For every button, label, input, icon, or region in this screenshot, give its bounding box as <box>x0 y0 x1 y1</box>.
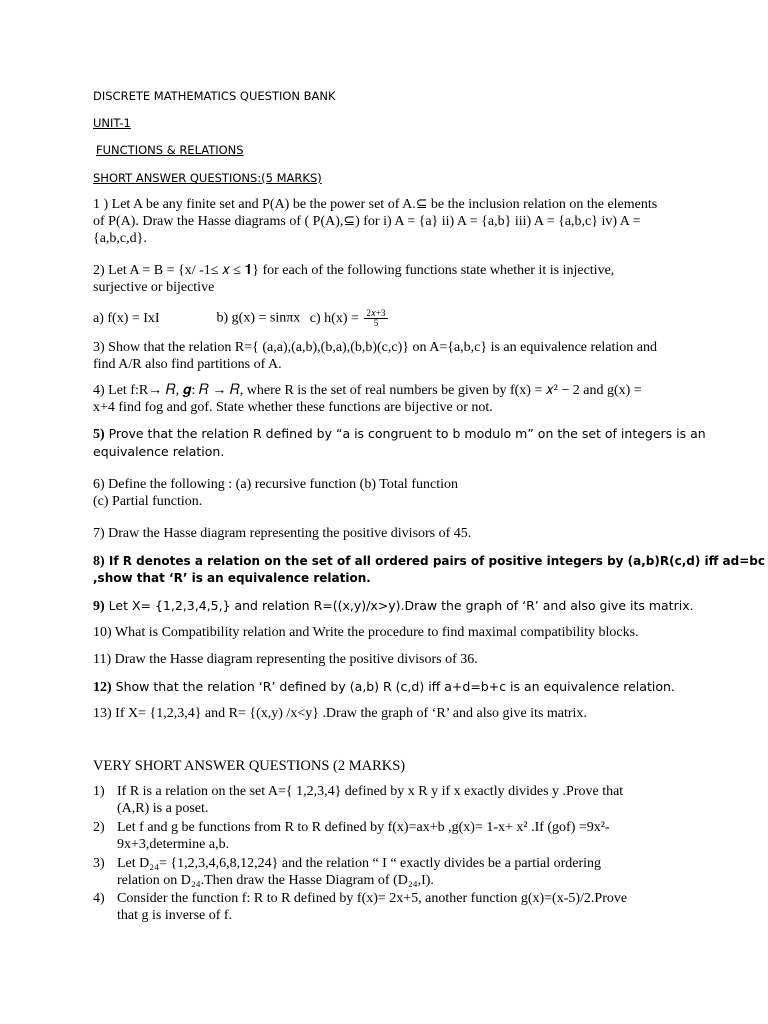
question-13: 13) If X= {1,2,3,4} and R= {(x,y) /x<y} .Draw the graph of ‘R’ and also give its matrix. <box>93 706 587 721</box>
question-number: 5) <box>93 427 105 442</box>
question-number: 12) <box>93 680 112 695</box>
question-line: 3) Show that the relation R={ (a,a),(a,b),(b,a),(b,b)(c,c)} on A={a,b,c} is an equivalence relation and <box>93 340 657 355</box>
question-line: 4) Let f:R→ 𝑅, 𝒈: 𝑅 → 𝑅, where R is the set of real numbers be given by f(x) = 𝑥² − 2 and g(x) = <box>93 383 642 398</box>
very-short-answer-heading: VERY SHORT ANSWER QUESTIONS (2 MARKS) <box>93 758 406 774</box>
list-item <box>93 819 657 853</box>
question-11: 11) Draw the Hasse diagram representing the positive divisors of 36. <box>93 652 478 667</box>
question-10: 10) What is Compatibility relation and Write the procedure to find maximal compatibility blocks. <box>93 625 639 640</box>
question-number: 9) <box>93 599 105 614</box>
unit-heading: UNIT-1 <box>93 116 131 130</box>
question-line: surjective or bijective <box>93 280 215 295</box>
fraction-denominator: 5 <box>373 318 379 328</box>
question-line: x+4 find fog and gof. State whether these functions are bijective or not. <box>93 400 493 415</box>
question-line: 6) Define the following : (a) recursive function (b) Total function <box>93 477 458 492</box>
topic-heading: FUNCTIONS & RELATIONS <box>96 143 244 157</box>
question-line: find A/R also find partitions of A. <box>93 357 282 372</box>
question-2 <box>93 262 614 296</box>
list-item <box>93 890 657 924</box>
question-1 <box>93 196 657 247</box>
list-number: 1) <box>93 784 105 799</box>
list-item <box>93 783 657 817</box>
question-5 <box>93 425 706 460</box>
list-number: 3) <box>93 856 105 871</box>
question-9 <box>93 597 694 615</box>
question-7: 7) Draw the Hasse diagram representing the positive divisors of 45. <box>93 526 472 541</box>
option-a: a) f(x) = IxI <box>93 310 160 326</box>
list-line: 9x+3,determine a,b. <box>117 837 230 852</box>
short-answer-heading: SHORT ANSWER QUESTIONS:(5 MARKS) <box>93 171 322 185</box>
list-line: Let D₂₄= {1,2,3,4,6,8,12,24} and the relation “ I “ exactly divides be a partial ordering <box>117 856 602 871</box>
fraction-numerator: 2𝑥+3 <box>366 308 386 318</box>
question-line: ,show that ‘R’ is an equivalence relation. <box>93 571 371 585</box>
question-line: equivalence relation. <box>93 444 225 459</box>
fraction <box>364 309 387 328</box>
question-line: 1 ) Let A be any finite set and P(A) be the power set of A.⊆ be the inclusion relation on the elements <box>93 197 658 212</box>
question-line: of P(A). Draw the Hasse diagrams of ( P(A),⊆) for i) A = {a} ii) A = {a,b} iii) A = {a,b,c} iv) A = <box>93 214 641 229</box>
question-line: If R denotes a relation on the set of all ordered pairs of positive integers by (a,b)R(c,d) iff ad=bc <box>104 554 765 568</box>
list-number: 4) <box>93 891 105 906</box>
question-line: {a,b,c,d}. <box>93 231 147 246</box>
question-8 <box>93 553 765 587</box>
question-4 <box>93 382 642 416</box>
question-12 <box>93 678 675 696</box>
question-line: Let X= {1,2,3,4,5,} and relation R=((x,y)/x>y).Draw the graph of ‘R’ and also give its matrix. <box>104 598 694 613</box>
list-line: If R is a relation on the set A={ 1,2,3,4} defined by x R y if x exactly divides y .Prove that <box>117 784 624 799</box>
list-line: Let f and g be functions from R to R defined by f(x)=ax+b ,g(x)= 1-x+ x² .If (gof) =9x²- <box>117 820 610 835</box>
list-line: relation on D₂₄.Then draw the Hasse Diagram of (D₂₄,I). <box>117 873 434 888</box>
question-3 <box>93 339 657 373</box>
question-6 <box>93 476 458 510</box>
question-number: 8) <box>93 554 105 569</box>
question-line: Prove that the relation R defined by “a is congruent to b modulo m” on the set of integers is an <box>104 426 706 441</box>
question-2-options <box>93 309 388 328</box>
option-b: b) g(x) = sinπx <box>216 310 301 326</box>
list-number: 2) <box>93 820 105 835</box>
question-line: Show that the relation ‘R’ defined by (a,b) R (c,d) iff a+d=b+c is an equivalence relation. <box>111 679 675 694</box>
list-item <box>93 855 657 889</box>
list-line: (A,R) is a poset. <box>117 801 209 816</box>
list-line: Consider the function f: R to R defined by f(x)= 2x+5, another function g(x)=(x-5)/2.Prove <box>117 891 628 906</box>
question-line: 2) Let A = B = {x/ -1≤ 𝑥 ≤ 𝟏} for each of the following functions state whether it is injective, <box>93 263 615 278</box>
option-c: c) h(x) = <box>309 310 359 326</box>
document-title: DISCRETE MATHEMATICS QUESTION BANK <box>93 89 336 103</box>
question-line: (c) Partial function. <box>93 494 203 509</box>
list-line: that g is inverse of f. <box>117 908 233 923</box>
